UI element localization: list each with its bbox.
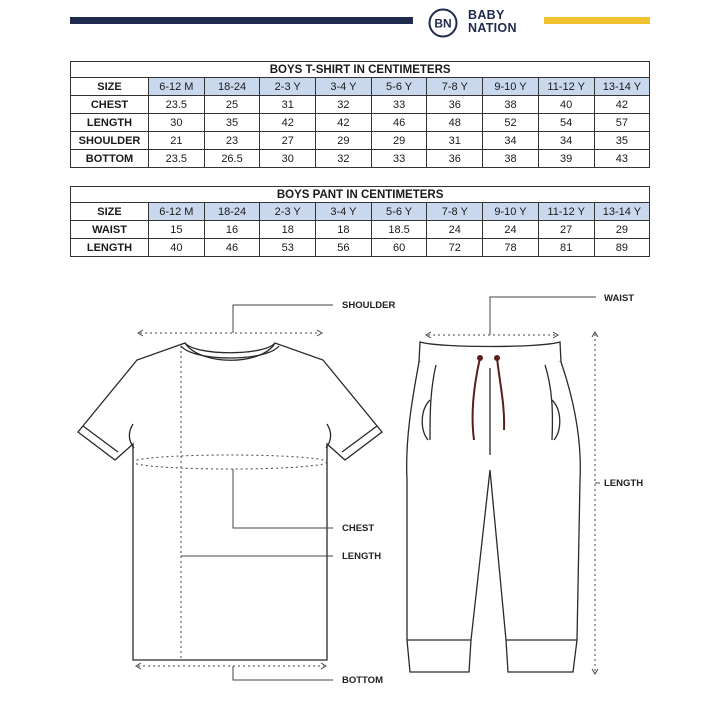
- size-header-cell: 2-3 Y: [260, 203, 316, 221]
- row-label: LENGTH: [71, 239, 149, 257]
- measurement-cell: 18: [316, 221, 372, 239]
- size-header-cell: 7-8 Y: [427, 78, 483, 96]
- measurement-cell: 18: [260, 221, 316, 239]
- size-header-cell: 6-12 M: [149, 203, 205, 221]
- measurement-cell: 81: [538, 239, 594, 257]
- row-label: WAIST: [71, 221, 149, 239]
- measurement-cell: 25: [204, 96, 260, 114]
- measurement-cell: 24: [483, 221, 539, 239]
- measurement-cell: 54: [538, 114, 594, 132]
- measurement-cell: 57: [594, 114, 650, 132]
- table-title: BOYS PANT IN CENTIMETERS: [71, 187, 650, 203]
- measurement-cell: 36: [427, 150, 483, 168]
- measurement-cell: 40: [538, 96, 594, 114]
- measurement-cell: 32: [316, 150, 372, 168]
- measurement-cell: 29: [316, 132, 372, 150]
- measurement-cell: 42: [260, 114, 316, 132]
- measurement-cell: 18.5: [371, 221, 427, 239]
- measurement-cell: 33: [371, 150, 427, 168]
- tshirt-drawing: [78, 343, 382, 660]
- row-label: LENGTH: [71, 114, 149, 132]
- measurement-cell: 42: [316, 114, 372, 132]
- chest-label: CHEST: [342, 523, 375, 534]
- measurement-cell: 23: [204, 132, 260, 150]
- measurement-cell: 21: [149, 132, 205, 150]
- measurement-cell: 43: [594, 150, 650, 168]
- row-label: SIZE: [71, 78, 149, 96]
- row-label: SIZE: [71, 203, 149, 221]
- measurement-cell: 27: [260, 132, 316, 150]
- measurement-cell: 34: [483, 132, 539, 150]
- size-header-cell: 3-4 Y: [316, 78, 372, 96]
- pant-drawing: [407, 342, 581, 672]
- length-label: LENGTH: [342, 551, 382, 562]
- measurement-cell: 23.5: [149, 96, 205, 114]
- measurement-cell: 23.5: [149, 150, 205, 168]
- measurement-cell: 30: [149, 114, 205, 132]
- measurement-cell: 32: [316, 96, 372, 114]
- measurement-cell: 31: [427, 132, 483, 150]
- measurement-cell: 38: [483, 96, 539, 114]
- measurement-cell: 38: [483, 150, 539, 168]
- measurement-cell: 46: [204, 239, 260, 257]
- pant-length-label: LENGTH: [604, 478, 644, 489]
- measurement-cell: 56: [316, 239, 372, 257]
- measurement-cell: 27: [538, 221, 594, 239]
- measurement-cell: 16: [204, 221, 260, 239]
- brand-name-line2: NATION: [468, 21, 517, 35]
- row-label: BOTTOM: [71, 150, 149, 168]
- measurement-cell: 78: [483, 239, 539, 257]
- measurement-cell: 72: [427, 239, 483, 257]
- size-header-cell: 7-8 Y: [427, 203, 483, 221]
- size-header-cell: 3-4 Y: [316, 203, 372, 221]
- measurement-cell: 53: [260, 239, 316, 257]
- measurement-cell: 40: [149, 239, 205, 257]
- size-header-cell: 18-24: [204, 78, 260, 96]
- measurement-cell: 35: [594, 132, 650, 150]
- size-header-cell: 2-3 Y: [260, 78, 316, 96]
- shoulder-label: SHOULDER: [342, 300, 396, 311]
- size-header-cell: 11-12 Y: [538, 203, 594, 221]
- row-label: SHOULDER: [71, 132, 149, 150]
- brand-name-line1: BABY: [468, 8, 505, 22]
- measurement-cell: 36: [427, 96, 483, 114]
- size-header-cell: 13-14 Y: [594, 78, 650, 96]
- measurement-cell: 42: [594, 96, 650, 114]
- size-header-cell: 13-14 Y: [594, 203, 650, 221]
- measurement-cell: 52: [483, 114, 539, 132]
- row-label: CHEST: [71, 96, 149, 114]
- size-header-cell: 11-12 Y: [538, 78, 594, 96]
- measurement-cell: 48: [427, 114, 483, 132]
- measurement-cell: 60: [371, 239, 427, 257]
- measurement-cell: 33: [371, 96, 427, 114]
- table-title: BOYS T-SHIRT IN CENTIMETERS: [71, 62, 650, 78]
- measurement-cell: 30: [260, 150, 316, 168]
- measurement-cell: 89: [594, 239, 650, 257]
- measurement-cell: 24: [427, 221, 483, 239]
- size-header-cell: 5-6 Y: [371, 78, 427, 96]
- waist-label: WAIST: [604, 293, 635, 304]
- bottom-label: BOTTOM: [342, 675, 383, 686]
- measurement-cell: 29: [594, 221, 650, 239]
- size-header-cell: 9-10 Y: [483, 203, 539, 221]
- measurement-cell: 26.5: [204, 150, 260, 168]
- size-header-cell: 5-6 Y: [371, 203, 427, 221]
- measurement-cell: 46: [371, 114, 427, 132]
- measurement-cell: 31: [260, 96, 316, 114]
- measurement-cell: 15: [149, 221, 205, 239]
- measurement-cell: 35: [204, 114, 260, 132]
- size-header-cell: 6-12 M: [149, 78, 205, 96]
- measurement-cell: 34: [538, 132, 594, 150]
- measurement-cell: 39: [538, 150, 594, 168]
- size-header-cell: 18-24: [204, 203, 260, 221]
- measurement-cell: 29: [371, 132, 427, 150]
- size-header-cell: 9-10 Y: [483, 78, 539, 96]
- brand-monogram: BN: [434, 16, 452, 31]
